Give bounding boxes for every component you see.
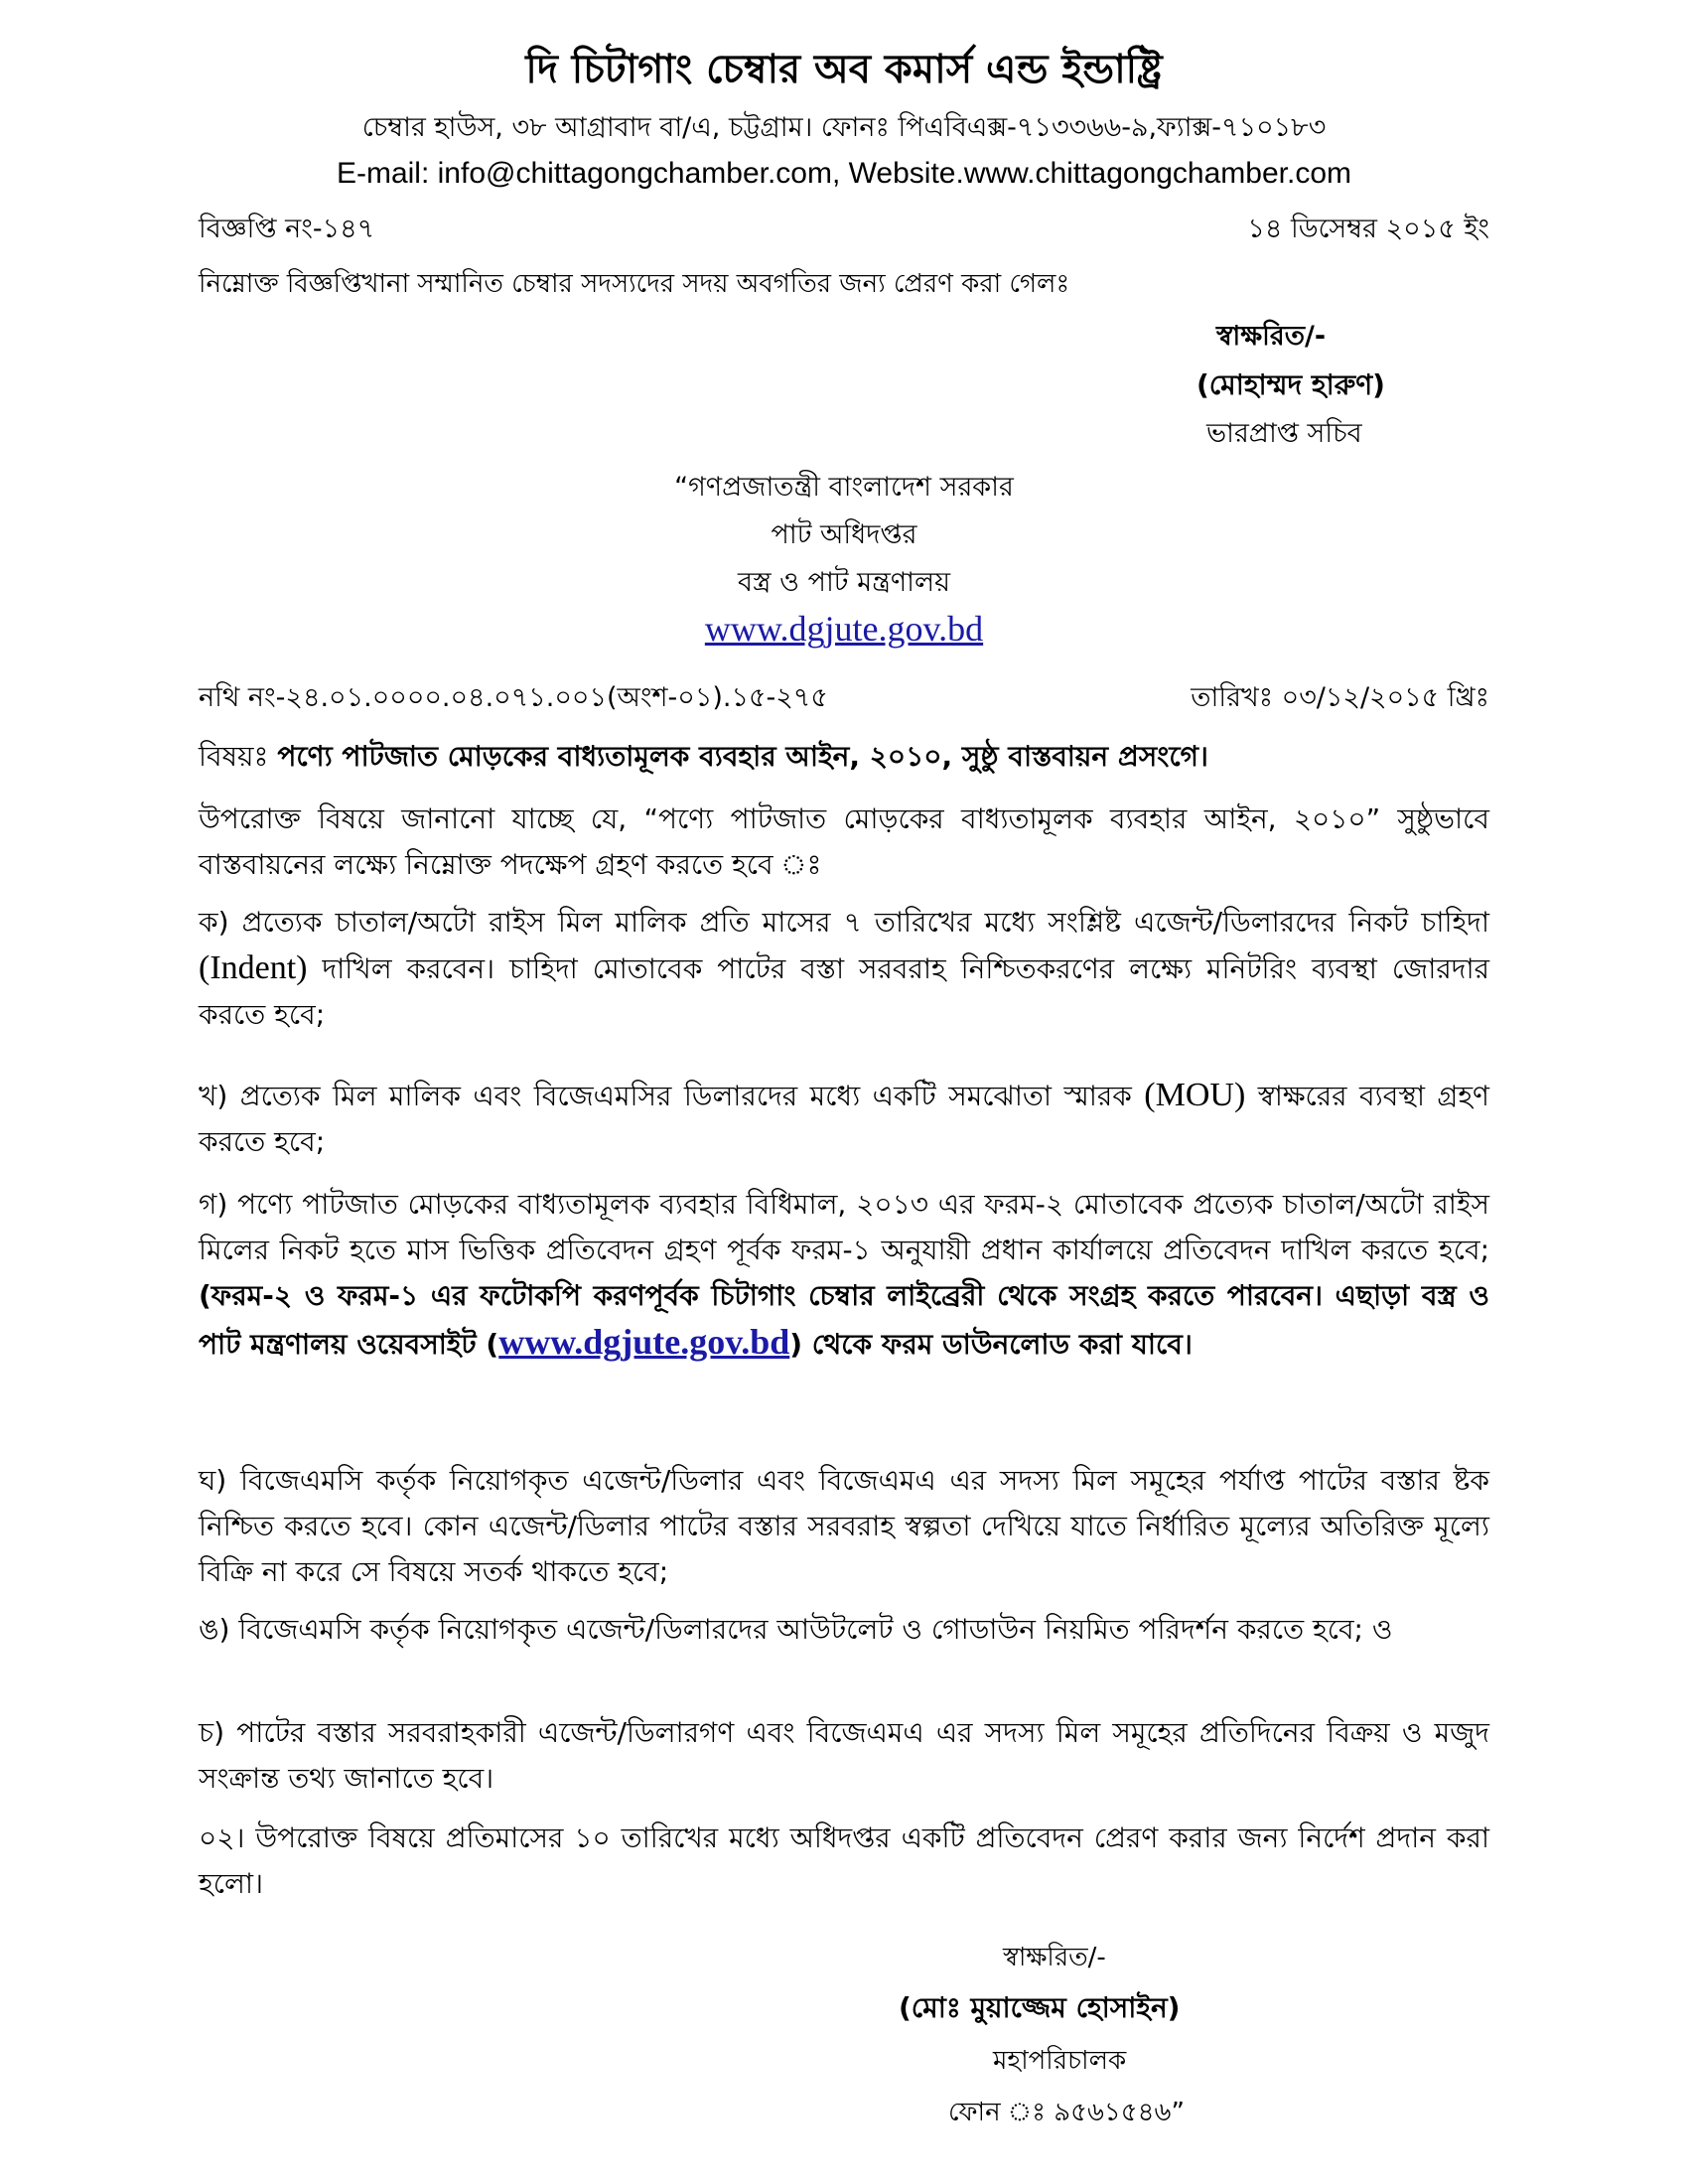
dg-phone: ফোন ঃ ৯৫৬১৫৪৬” (948, 2098, 1185, 2127)
ga-website-link[interactable]: www.dgjute.gov.bd (498, 1322, 790, 1362)
gov-line-3: বস্ত্র ও পাট মন্ত্রণালয় (737, 567, 950, 598)
memo-date: তারিখঃ ০৩/১২/২০১৫ খ্রিঃ (1191, 682, 1489, 713)
chamber-signatory-designation: ভারপ্রাপ্ত সচিব (1206, 418, 1362, 449)
subject-label: বিষয়ঃ (199, 740, 269, 773)
dg-signed: স্বাক্ষরিত/- (1003, 1943, 1106, 1972)
gov-website-link[interactable]: www.dgjute.gov.bd (704, 609, 984, 649)
dg-designation: মহাপরিচালক (993, 2046, 1127, 2076)
chamber-signed: স্বাক্ষরিত/- (1216, 321, 1327, 352)
item-gha: ঘ) বিজেএমসি কর্তৃক নিয়োগকৃত এজেন্ট/ডিলার এবং বিজেএমএ এর সদস্য মিল সমূহের পর্যাপ্ত পাটের বস্তার ষ্টক নিশ্চিত করতে হবে। কোন এজেন্ট/ডিলার পাটের বস্তার সরবরাহ স্বল্পতা দেখিয়ে যাতে নির্ধারিত মূল্যের অতিরিক্ত মূল্যে বিক্রি না করে সে বিষয়ে সতর্ক থাকতে হবে; (199, 1464, 1489, 1588)
gov-line-2: পাট অধিদপ্তর (771, 519, 917, 550)
memo-file-number: নথি নং-২৪.০১.০০০০.০৪.০৭১.০০১(অংশ-০১).১৫-২৭৫ (199, 682, 828, 713)
notice-intro: নিম্নোক্ত বিজ্ঞপ্তিখানা সম্মানিত চেম্বার সদস্যদের সদয় অবগতির জন্য প্রেরণ করা গেলঃ (199, 269, 1070, 299)
item-ga: গ) পণ্যে পাটজাত মোড়কের বাধ্যতামূলক ব্যবহার বিধিমাল, ২০১৩ এর ফরম-২ মোতাবেক প্রত্যেক চাতাল/অটো রাইস মিলের নিকট হতে মাস ভিত্তিক প্রতিবেদন গ্রহণ পূর্বক ফরম-১ অনুযায়ী প্রধান কার্যালয়ে প্রতিবেদন দাখিল করতে হবে; (ফরম-২ ও ফরম-১ এর ফটোকপি করণপূর্বক চিটাগাং চেম্বার লাইব্রেরী থেকে সংগ্রহ করতে পারবেন। এছাড়া বস্ত্র ও পাট মন্ত্রণালয় ওয়েবসাইট (www.dgjute.gov.bd) থেকে ফরম ডাউনলোড করা যাবে। (199, 1188, 1489, 1362)
subject-text: পণ্যে পাটজাত মোড়কের বাধ্যতামূলক ব্যবহার আইন, ২০১০, সুষ্ঠু বাস্তবায়ন প্রসংগে। (277, 740, 1208, 773)
notice-date: ১৪ ডিসেম্বর ২০১৫ ইং (1247, 214, 1489, 244)
dg-name: (মোঃ মুয়াজ্জেম হোসাইন) (899, 1991, 1181, 2024)
memo-subject-line (199, 735, 1208, 782)
notice-number: বিজ্ঞপ্তি নং-১৪৭ (199, 214, 375, 244)
chamber-signatory-name: (মোহাম্মদ হারুণ) (1196, 368, 1385, 401)
indent-term: (Indent) (199, 949, 308, 986)
item-umo: ঙ) বিজেএমসি কর্তৃক নিয়োগকৃত এজেন্ট/ডিলারদের আউটলেট ও গোডাউন নিয়মিত পরিদর্শন করতে হবে; ও (199, 1613, 1393, 1646)
body-intro: উপরোক্ত বিষয়ে জানানো যাচ্ছে যে, “পণ্যে পাটজাত মোড়কের বাধ্যতামূলক ব্যবহার আইন, ২০১০” সুষ্ঠুভাবে বাস্তবায়নের লক্ষ্যে নিম্নোক্ত পদক্ষেপ গ্রহণ করতে হবে ঃ (199, 802, 1489, 881)
org-address: চেম্বার হাউস, ৩৮ আগ্রাবাদ বা/এ, চট্টগ্রাম। ফোনঃ পিএবিএক্স-৭১৩৩৬৬-৯,ফ্যাক্স-৭১০১৮৩ (361, 112, 1327, 143)
para-02: ০২। উপরোক্ত বিষয়ে প্রতিমাসের ১০ তারিখের মধ্যে অধিদপ্তর একটি প্রতিবেদন প্রেরণ করার জন্য নির্দেশ প্রদান করা হলো। (199, 1821, 1489, 1900)
gov-line-1: “গণপ্রজাতন্ত্রী বাংলাদেশ সরকার (674, 472, 1014, 503)
mou-term: (MOU) (1144, 1077, 1246, 1113)
org-contact: E-mail: info@chittagongchamber.com, Website.www.chittagongchamber.com (336, 157, 1352, 190)
item-ka: ক) প্রত্যেক চাতাল/অটো রাইস মিল মালিক প্রতি মাসের ৭ তারিখের মধ্যে সংশ্লিষ্ট এজেন্ট/ডিলারদের নিকট চাহিদা (Indent) দাখিল করবেন। চাহিদা মোতাবেক পাটের বস্তা সরবরাহ নিশ্চিতকরণের লক্ষ্যে মনিটরিং ব্যবস্থা জোরদার করতে হবে; (199, 906, 1489, 1031)
item-kha: খ) প্রত্যেক মিল মালিক এবং বিজেএমসির ডিলারদের মধ্যে একটি সমঝোতা স্মারক (MOU) স্বাক্ষরের ব্যবস্থা গ্রহণ করতে হবে; (199, 1077, 1489, 1158)
org-name: দি চিটাগাং চেম্বার অব কমার্স এন্ড ইন্ডাষ্ট্রি (525, 47, 1163, 92)
item-cha: চ) পাটের বস্তার সরবরাহকারী এজেন্ট/ডিলারগণ এবং বিজেএমএ এর সদস্য মিল সমূহের প্রতিদিনের বিক্রয় ও মজুদ সংক্রান্ত তথ্য জানাতে হবে। (199, 1716, 1489, 1795)
